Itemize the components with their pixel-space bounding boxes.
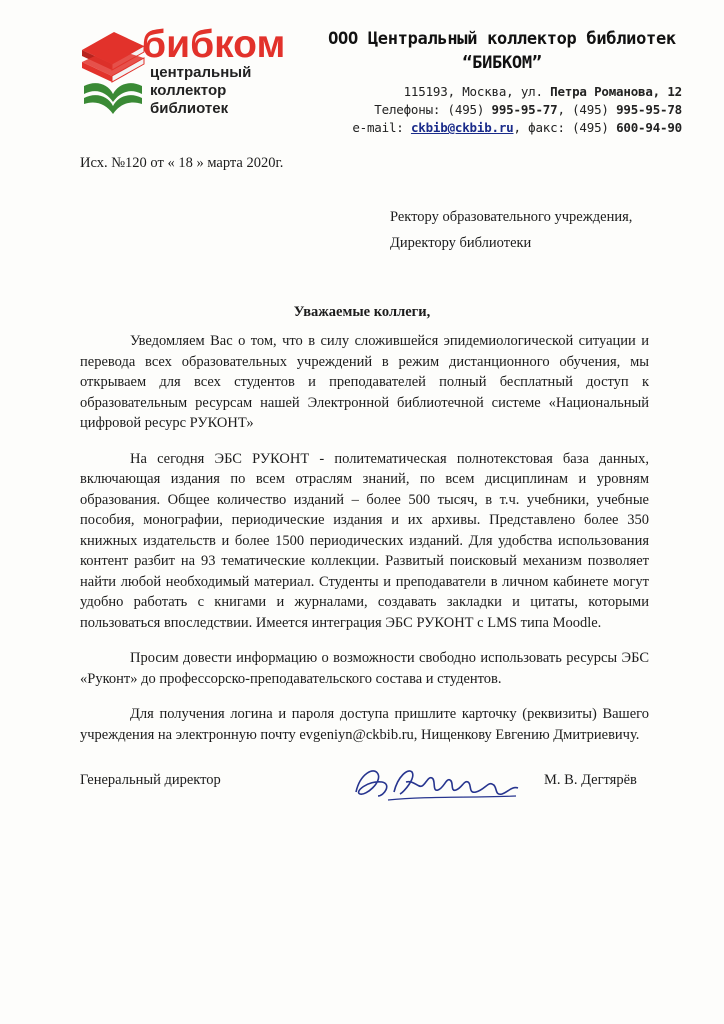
body-paragraph: На сегодня ЭБС РУКОНТ - политематическая полнотекстовая база данных, включающая издания по всем отраслям знаний, по всем дисциплинам и уровням образования. Общее количество изданий – более 500 тысяч, в т.ч. учебники, учебные пособия, монографии, периодические издания и их архивы. Представлено более 350 книжных издательств и более 1500 периодических изданий. Для удобства использования контент разбит на 93 тематические коллекции. Развитый поисковый механизм позволяет найти любой необходимый материал. Студенты и преподаватели в личном кабинете могут удобно работать с книгами и журналами, создавать закладки и цитаты, которыми пользоваться впоследствии. Имеется интеграция ЭБС РУКОНТ с LMS типа Moodle.: [80, 450, 649, 631]
email-link[interactable]: ckbib@ckbib.ru: [410, 120, 514, 135]
logo-wordmark: бибком: [142, 23, 286, 66]
body-paragraph: Для получения логина и пароля доступа пришлите карточку (реквизиты) Вашего учреждения на электронную почту evgeniyn@ckbib.ru, Нищенкову Евгению Дмитриевичу.: [80, 706, 649, 743]
greeting: Уважаемые коллеги,: [293, 304, 431, 320]
books-icon: [78, 24, 148, 122]
addressee-line: Ректору образовательного учреждения,: [390, 209, 633, 225]
company-address: 115193, Москва, ул. Петра Романова, 12: [403, 84, 682, 99]
signer-title: Генеральный директор: [80, 772, 221, 788]
body-paragraph: Уведомляем Вас о том, что в силу сложившейся эпидемиологической ситуации и перевода всех образовательных учреждений в режим дистанционного обучения, мы открываем для всех студентов и преподавателей полный бесплатный доступ к образовательным ресурсам нашей Электронной библиотечной системе «Национальный цифровой ресурс РУКОНТ»: [80, 333, 649, 431]
addressee-block: [390, 204, 632, 256]
body-paragraph: Просим довести информацию о возможности свободно использовать ресурсы ЭБС «Руконт» до профессорско-преподавательского состава и студентов.: [80, 650, 649, 687]
bibkom-logo: [78, 22, 303, 120]
handwritten-signature: [348, 752, 528, 812]
signer-name: М. В. Дегтярёв: [544, 772, 637, 788]
addressee-line: Директору библиотеки: [390, 235, 532, 251]
letter-body: [80, 331, 649, 760]
company-contacts: [352, 83, 682, 137]
company-email-fax: e-mail: ckbib@ckbib.ru, факс: (495) 600-94-90: [352, 120, 682, 135]
outgoing-reference: Исх. №120 от « 18 » марта 2020г.: [80, 155, 284, 171]
company-name: ООО Центральный коллектор библиотек “БИБКОМ”: [328, 29, 676, 73]
logo-subtitle: центральный коллектор библиотек: [150, 64, 252, 117]
company-phones: Телефоны: (495) 995-95-77, (495) 995-95-78: [374, 102, 682, 117]
